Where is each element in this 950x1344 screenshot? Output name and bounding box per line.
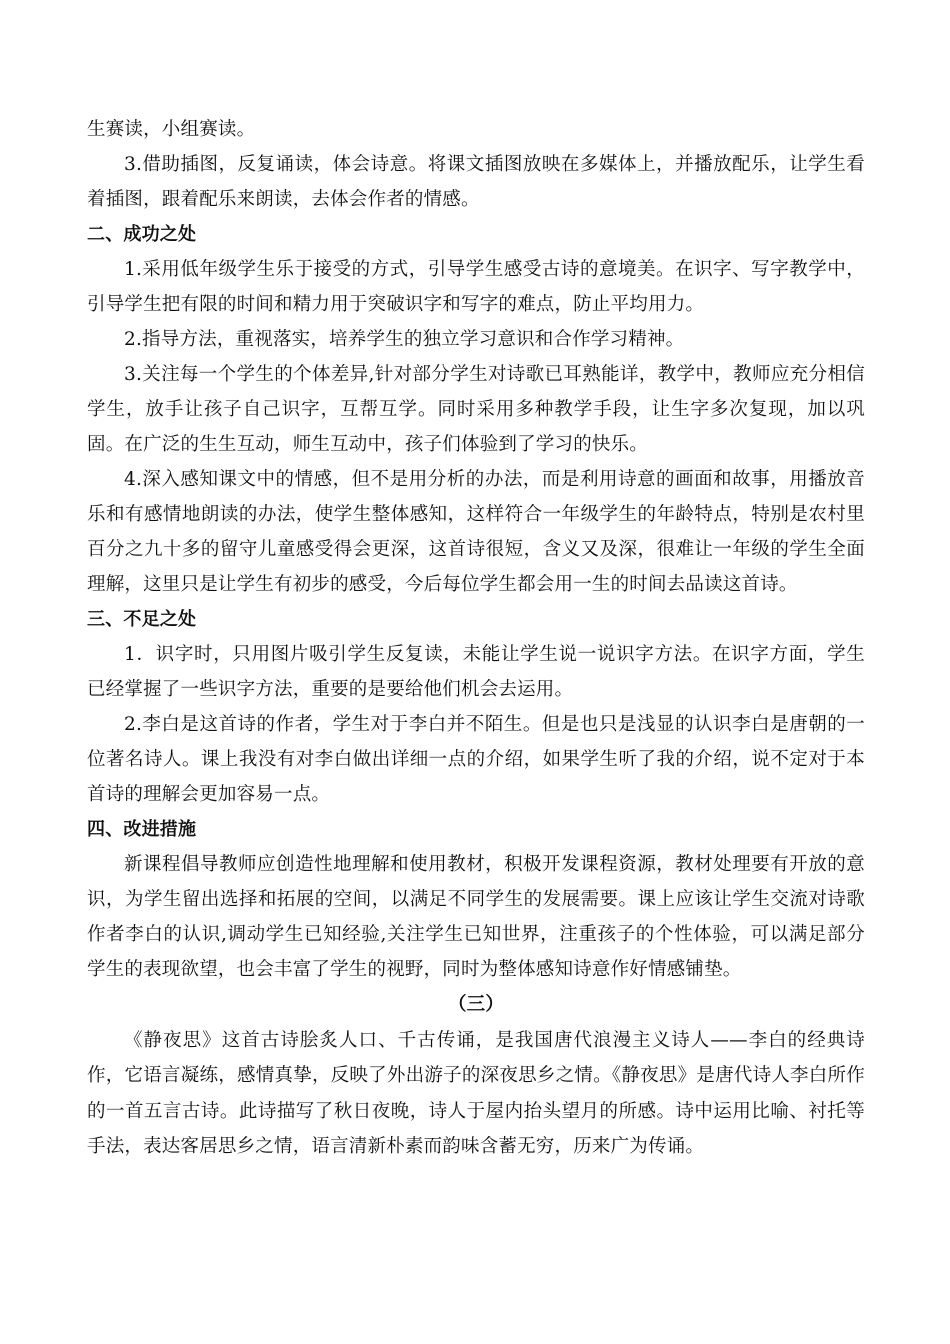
success-item-4: 4.深入感知课文中的情感，但不是用分析的办法，而是利用诗意的画面和故事，用播放音乐和有感情地朗读的办法，使学生整体感知，这样符合一年级学生的年龄特点，特别是农村里百分之九十多的留守儿童感受得会更深，这首诗很短，含义又及深，很难让一年级的学生全面理解，这里只是让学生有初步的感受，今后每位学生都会用一生的时间去品读这首诗。 — [87, 469, 865, 595]
shortcoming-item-1: 1．识字时，只用图片吸引学生反复读，未能让学生说一说识字方法。在识字方面，学生已经掌握了一些识字方法，重要的是要给他们机会去运用。 — [87, 644, 865, 700]
success-item-3: 3.关注每一个学生的个体差异,针对部分学生对诗歌已耳熟能详，教学中，教师应充分相信学生，放手让孩子自己识字，互帮互学。同时采用多种教学手段，让生字多次复现，加以巩固。在广泛的生生互动，师生互动中，孩子们体验到了学习的快乐。 — [87, 364, 865, 455]
section-heading-success: 二、成功之处 — [87, 224, 197, 245]
document-page — [87, 112, 865, 1165]
part-three — [87, 987, 865, 1165]
part-three-mark: （三） — [447, 994, 505, 1015]
part-three-text: 《静夜思》这首古诗脍炙人口、千古传诵，是我国唐代浪漫主义诗人——李白的经典诗作，它语言凝练，感情真挚，反映了外出游子的深夜思乡之情。《静夜思》是唐代诗人李白所作的一首五言古诗。此诗描写了秋日夜晚，诗人于屋内抬头望月的所感。诗中运用比喻、衬托等手法，表达客居思乡之情，语言清新朴素而韵味含蓄无穷，历来广为传诵。 — [87, 1029, 865, 1157]
section-heading-shortcomings: 三、不足之处 — [87, 609, 197, 630]
section-heading-improvement: 四、改进措施 — [87, 819, 197, 840]
paragraph-continuation: 生赛读，小组赛读。 — [87, 119, 256, 140]
success-item-1: 1.采用低年级学生乐于接受的方式，引导学生感受古诗的意境美。在识字、写字教学中，引导学生把有限的时间和精力用于突破识字和写字的难点，防止平均用力。 — [87, 259, 865, 315]
paragraph-method-3: 3.借助插图，反复诵读，体会诗意。将课文插图放映在多媒体上，并播放配乐，让学生看着插图，跟着配乐来朗读，去体会作者的情感。 — [87, 154, 865, 210]
shortcoming-item-2: 2.李白是这首诗的作者，学生对于李白并不陌生。但是也只是浅显的认识李白是唐朝的一位著名诗人。课上我没有对李白做出详细一点的介绍，如果学生听了我的介绍，说不定对于本首诗的理解会更加容易一点。 — [87, 714, 865, 805]
improvement-text: 新课程倡导教师应创造性地理解和使用教材，积极开发课程资源，教材处理要有开放的意识，为学生留出选择和拓展的空间，以满足不同学生的发展需要。课上应该让学生交流对诗歌作者李白的认识,调动学生已知经验,关注学生已知世界，注重孩子的个性体验，可以满足部分学生的表现欲望，也会丰富了学生的视野，同时为整体感知诗意作好情感铺垫。 — [87, 854, 865, 980]
success-item-2: 2.指导方法，重视落实，培养学生的独立学习意识和合作学习精神。 — [124, 329, 685, 350]
